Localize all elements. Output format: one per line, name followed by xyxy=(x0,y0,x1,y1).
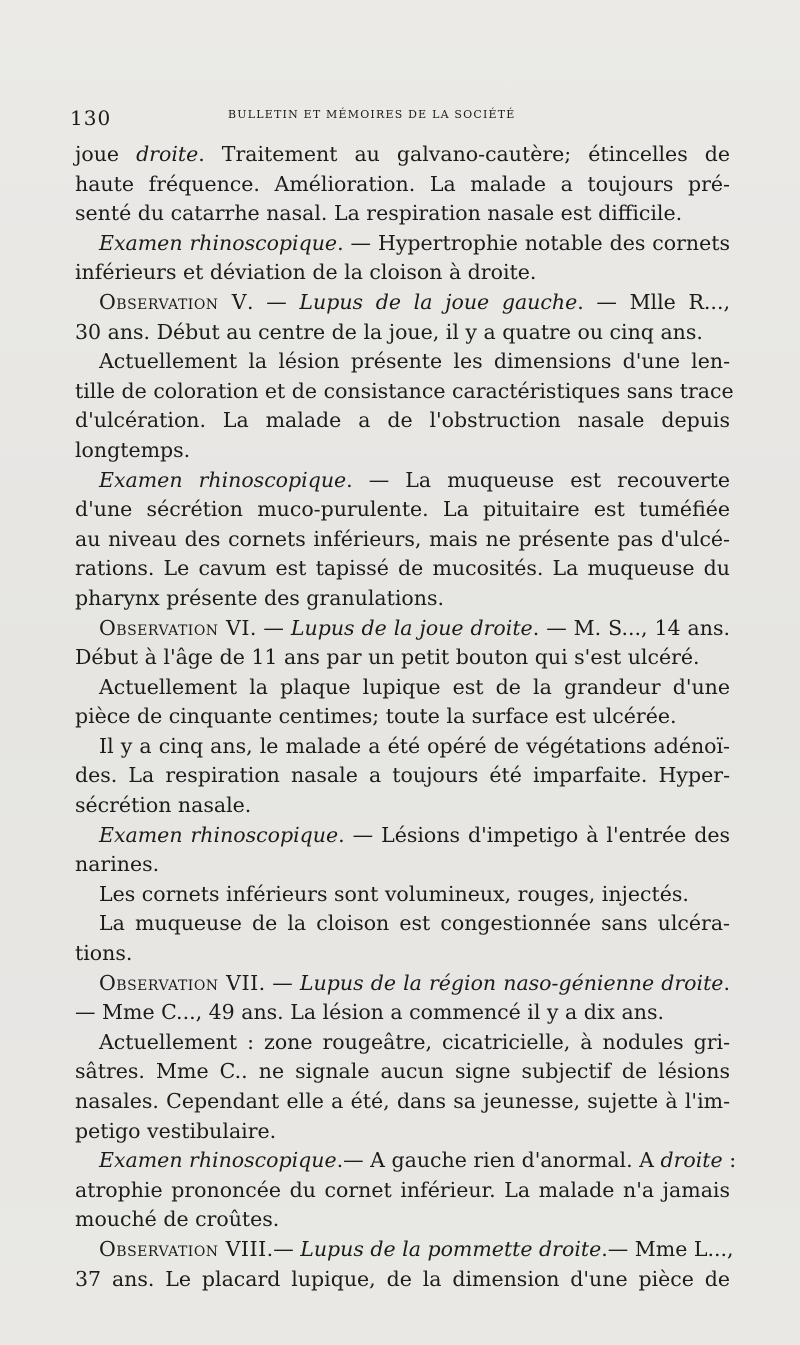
text-run: Les cornets inférieurs sont volumineux, rouges, injectés. xyxy=(99,881,689,906)
text-run: 30 ans. Début au centre de la joue, il y a quatre ou cinq ans. xyxy=(75,319,703,344)
text-run: haute fréquence. Amélioration. La malade a toujours pré- xyxy=(75,171,730,196)
text-run: . — Lésions d'impetigo à l'entrée des xyxy=(338,822,730,847)
text-run: 37 ans. Le placard lupique, de la dimension d'une pièce de xyxy=(75,1266,730,1291)
text-line xyxy=(75,821,730,851)
text-run: Il y a cinq ans, le malade a été opéré de végétations adénoï- xyxy=(99,733,730,758)
italic-text: Examen rhinoscopique xyxy=(99,1148,337,1173)
text-run: . — xyxy=(247,289,300,314)
text-run: au niveau des cornets inférieurs, mais ne présente pas d'ulcé- xyxy=(75,526,730,551)
text-line xyxy=(75,495,730,525)
text-run: pièce de cinquante centimes; toute la surface est ulcérée. xyxy=(75,704,677,729)
text-line xyxy=(75,1028,730,1058)
text-run: Actuellement : zone rougeâtre, cicatricielle, à nodules gri- xyxy=(99,1029,730,1054)
text-run: inférieurs et déviation de la cloison à droite. xyxy=(75,260,537,285)
text-run: .— xyxy=(266,1236,301,1261)
text-run: Début à l'âge de 11 ans par un petit bouton qui s'est ulcéré. xyxy=(75,645,700,670)
text-run: .— Mme L..., xyxy=(601,1236,734,1261)
page-number: 130 xyxy=(70,106,112,130)
text-line xyxy=(75,998,730,1028)
page-header xyxy=(70,102,730,132)
text-run: narines. xyxy=(75,852,160,877)
text-line xyxy=(75,288,730,318)
text-run: . Traitement au galvano-cautère; étincelles de xyxy=(198,142,730,166)
italic-text: Examen rhinoscopique xyxy=(99,822,339,847)
text-run: Actuellement la plaque lupique est de la grandeur d'une xyxy=(99,674,730,699)
text-line xyxy=(75,614,730,644)
text-run: . xyxy=(723,970,730,995)
text-run: . — xyxy=(249,615,291,640)
text-run: des. La respiration nasale a toujours été imparfaite. Hyper- xyxy=(75,763,730,788)
text-line xyxy=(75,199,730,229)
text-line xyxy=(75,791,730,821)
text-line xyxy=(75,1205,730,1235)
text-run: . — La muqueuse est recouverte xyxy=(346,467,730,492)
observation-heading: Observation VIII xyxy=(99,1236,267,1261)
text-line xyxy=(75,318,730,348)
text-line xyxy=(75,673,730,703)
text-line xyxy=(75,525,730,555)
text-run: Actuellement la lésion présente les dimensions d'une len- xyxy=(99,349,730,374)
text-line xyxy=(75,347,730,377)
italic-text: droite xyxy=(660,1148,723,1173)
text-run: . — xyxy=(258,970,300,995)
text-line xyxy=(75,377,734,407)
text-line xyxy=(75,1146,737,1176)
text-run: d'ulcération. La malade a de l'obstruction nasale depuis xyxy=(75,408,730,433)
text-line xyxy=(75,880,730,910)
text-line xyxy=(75,140,730,170)
text-line xyxy=(75,643,730,673)
body-text xyxy=(75,140,737,1294)
text-run: — Mme C..., 49 ans. La lésion a commencé il y a dix ans. xyxy=(75,1000,664,1025)
italic-text: Examen rhinoscopique xyxy=(99,230,338,255)
text-run: tille de coloration et de consistance caractéristiques sans trace xyxy=(75,378,734,403)
text-line xyxy=(75,1176,730,1206)
text-line xyxy=(75,1087,730,1117)
text-line xyxy=(75,1235,734,1265)
text-line xyxy=(75,1117,730,1147)
italic-text: Lupus de la région naso-génienne droite xyxy=(299,970,724,995)
text-line xyxy=(75,1265,730,1295)
text-run: pharynx présente des granulations. xyxy=(75,585,444,610)
text-line xyxy=(75,466,730,496)
text-run: joue xyxy=(75,142,137,166)
text-line xyxy=(75,436,730,466)
text-line xyxy=(75,554,730,584)
italic-text: Examen rhinoscopique xyxy=(99,467,347,492)
text-run: La muqueuse de la cloison est congestionnée sans ulcéra- xyxy=(99,911,730,936)
observation-heading: Observation VII xyxy=(99,970,259,995)
italic-text: Lupus de la pommette droite xyxy=(300,1236,602,1261)
running-title: BULLETIN ET MÉMOIRES DE LA SOCIÉTÉ xyxy=(228,108,516,121)
text-line xyxy=(75,258,730,288)
italic-text: Lupus de la joue gauche xyxy=(299,289,578,314)
text-run: . — M. S..., 14 ans. xyxy=(532,615,731,640)
text-run: d'une sécrétion muco-purulente. La pituitaire est tuméfiée xyxy=(75,497,730,522)
text-run: longtemps. xyxy=(75,437,191,462)
text-run: sâtres. Mme C.. ne signale aucun signe subjectif de lésions xyxy=(75,1059,730,1084)
observation-heading: Observation V xyxy=(99,289,248,314)
text-run: : xyxy=(722,1148,737,1173)
text-line xyxy=(75,850,730,880)
text-line xyxy=(75,939,730,969)
observation-heading: Observation VI xyxy=(99,615,250,640)
text-run: . — Mlle R..., xyxy=(577,289,730,314)
text-run: senté du catarrhe nasal. La respiration nasale est difficile. xyxy=(75,201,683,226)
text-line xyxy=(75,909,730,939)
text-run: nasales. Cependant elle a été, dans sa jeunesse, sujette à l'im- xyxy=(75,1089,730,1113)
text-line xyxy=(75,969,730,999)
text-line xyxy=(75,229,730,259)
text-run: sécrétion nasale. xyxy=(75,793,252,818)
text-line xyxy=(75,406,730,436)
text-run: petigo vestibulaire. xyxy=(75,1118,277,1143)
text-line xyxy=(75,1057,730,1087)
text-run: atrophie prononcée du cornet inférieur. La malade n'a jamais xyxy=(75,1177,730,1202)
text-run: tions. xyxy=(75,941,133,966)
text-run: . — Hypertrophie notable des cornets xyxy=(337,230,731,255)
text-line xyxy=(75,584,730,614)
text-line xyxy=(75,170,730,200)
text-run: rations. Le cavum est tapissé de mucosités. La muqueuse du xyxy=(75,556,730,581)
text-line xyxy=(75,732,730,762)
text-line xyxy=(75,761,730,791)
italic-text: Lupus de la joue droite xyxy=(290,615,533,640)
text-run: mouché de croûtes. xyxy=(75,1207,280,1232)
text-line xyxy=(75,702,730,732)
text-run: .— A gauche rien d'anormal. A xyxy=(336,1148,661,1173)
italic-text: droite xyxy=(136,142,199,166)
